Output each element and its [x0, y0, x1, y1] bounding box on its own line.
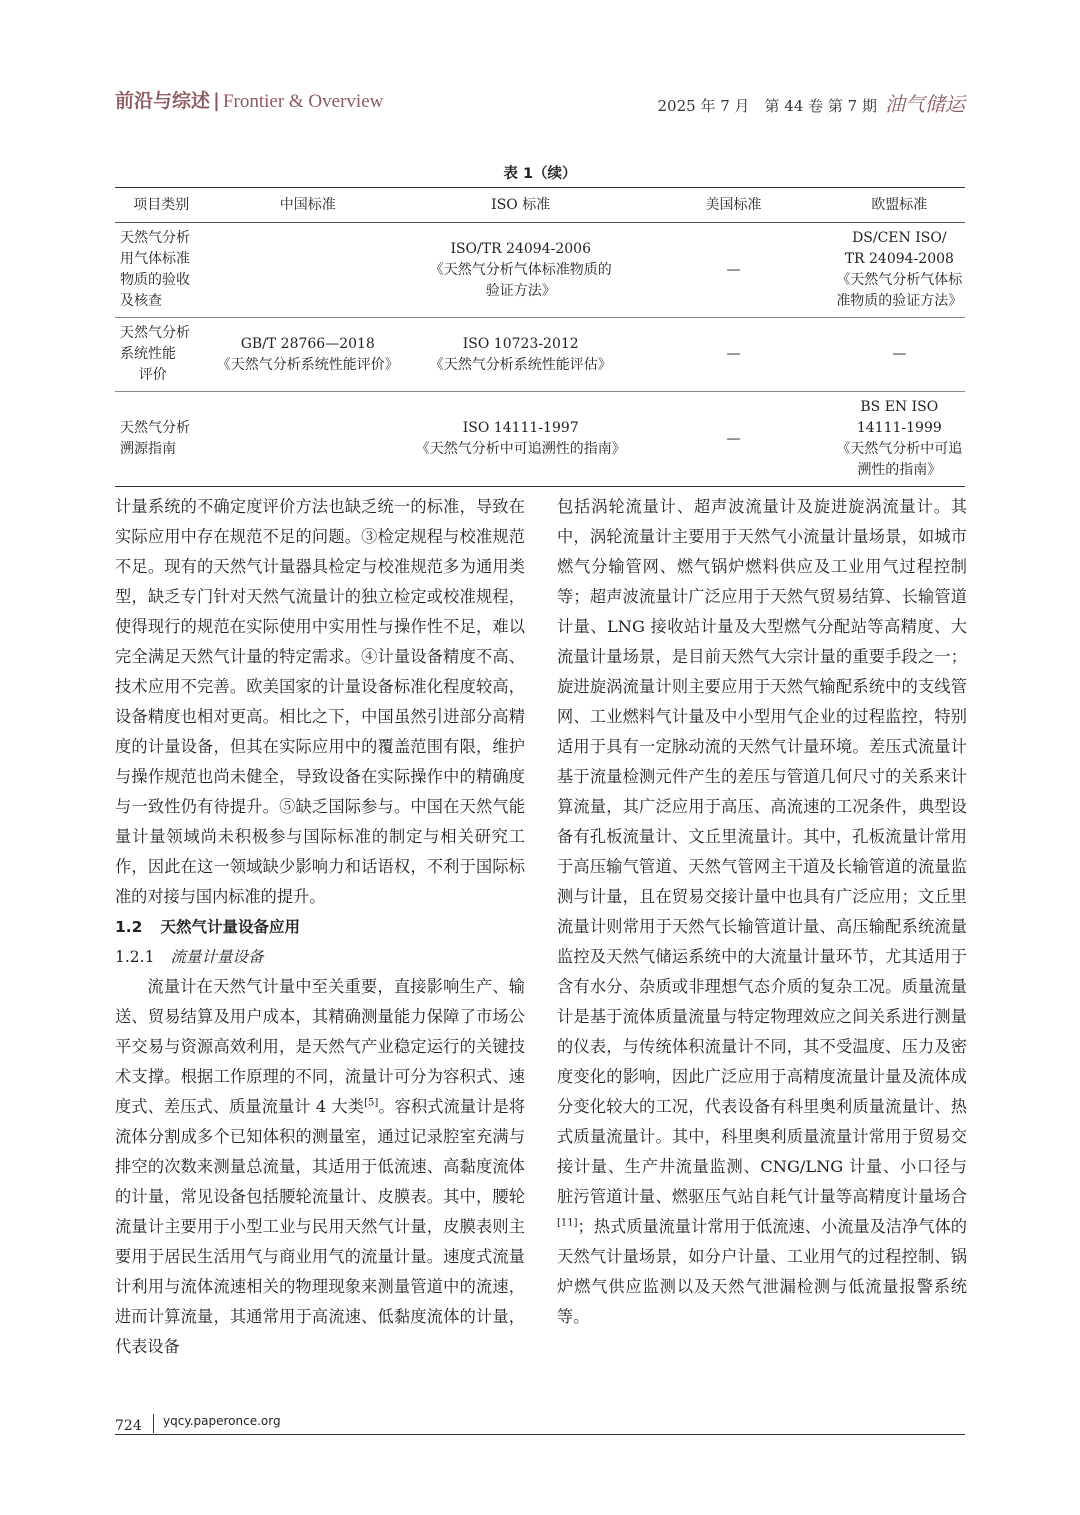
subsection-number: 1.2.1: [115, 948, 155, 966]
cell-line: 物质的验收: [120, 272, 190, 288]
cell-line: 系统性能: [120, 346, 176, 362]
cell-line: —: [726, 261, 741, 278]
header-issue: [658, 88, 966, 117]
cell-line: DS/CEN ISO/: [852, 230, 947, 246]
eu-cell: [834, 392, 965, 487]
standards-table: [115, 187, 965, 487]
page-number: 724: [115, 1418, 142, 1434]
header-us: 美国标准: [633, 188, 833, 223]
cell-line: 评价: [138, 367, 167, 383]
category-cell: [115, 318, 208, 392]
category-cell: [115, 392, 208, 487]
text-run: ；热式质量流量计常用于低流速、小流量及洁净气体的天然气计量场景，如分户计量、工业用气的过程控制、锅炉燃气供应监测以及天然气泄漏检测与低流量报警系统等。: [557, 1217, 967, 1326]
cell-line: 《天然气分析中可追溯性的指南》: [415, 441, 626, 457]
table-row: [115, 392, 965, 487]
china-cell: [208, 223, 409, 318]
page-footer: [115, 1414, 965, 1435]
subsection-heading: [115, 942, 525, 972]
us-cell: [633, 223, 833, 318]
body-paragraph: [557, 492, 967, 1332]
cell-line: —: [726, 430, 741, 447]
cell-line: 溯性的指南》: [857, 462, 942, 478]
journal-url: yqcy.paperonce.org: [163, 1414, 281, 1428]
subsection-title: 流量计量设备: [170, 948, 264, 966]
us-cell: [633, 392, 833, 487]
eu-cell: [834, 223, 965, 318]
header-category: 项目类别: [115, 188, 208, 223]
section-number: 1.2: [115, 918, 143, 936]
cell-line: BS EN ISO: [860, 399, 939, 415]
header-section: [115, 86, 383, 113]
text-run: 流量计在天然气计量中至关重要，直接影响生产、输送、贸易结算及用户成本，其精确测量能力保障了市场公平交易与资源高效利用，是天然气产业稳定运行的关键技术支撑。根据工作原理的不同，流量计可分为容积式、速度式、差压式、质量流量计 4 大类: [115, 977, 525, 1116]
footer-divider: [153, 1414, 154, 1433]
china-cell: [208, 392, 409, 487]
cell-line: 天然气分析: [120, 325, 190, 341]
cell-line: —: [726, 346, 741, 362]
cell-line: 准物质的验证方法》: [836, 293, 963, 309]
category-cell: [115, 223, 208, 318]
table-row: [115, 318, 965, 392]
journal-logo: 油气储运: [885, 92, 965, 116]
cell-line: ISO/TR 24094-2006: [450, 240, 591, 257]
header-iso: ISO 标准: [408, 188, 633, 223]
cell-line: 《天然气分析中可追: [836, 441, 963, 457]
cell-line: 天然气分析: [120, 230, 190, 246]
right-column: [557, 492, 967, 1332]
left-column: [115, 492, 525, 1362]
iso-cell: [408, 392, 633, 487]
header-eu: 欧盟标准: [834, 188, 965, 223]
page-header: [115, 86, 965, 116]
issue-info: 2025 年 7 月 第 44 卷 第 7 期: [657, 97, 877, 115]
cell-line: 14111-1999: [856, 420, 942, 436]
iso-cell: [408, 318, 633, 392]
section-title: 天然气计量设备应用: [160, 918, 300, 936]
body-paragraph: 计量系统的不确定度评价方法也缺乏统一的标准，导致在实际应用中存在规范不足的问题。③检定规程与校准规范不足。现有的天然气计量器具检定与校准规范多为通用类型，缺乏专门针对天然气流量计的独立检定或校准规程，使得现行的规范在实际使用中实用性与操作性不足，难以完全满足天然气计量的特定需求。④计量设备精度不高、技术应用不完善。欧美国家的计量设备标准化程度较高，设备精度也相对更高。相比之下，中国虽然引进部分高精度的计量设备，但其在实际应用中的覆盖范围有限，维护与操作规范也尚未健全，导致设备在实际操作中的精确度与一致性仍有待提升。⑤缺乏国际参与。中国在天然气能量计量领域尚未积极参与国际标准的制定与相关研究工作，因此在这一领域缺少影响力和话语权，不利于国际标准的对接与国内标准的提升。: [115, 497, 525, 906]
china-cell: [208, 318, 409, 392]
cell-line: 及核查: [120, 293, 162, 309]
section-heading: [115, 912, 525, 942]
header-china: 中国标准: [208, 188, 409, 223]
cell-line: ISO 10723-2012: [462, 335, 579, 352]
text-run: 。容积式流量计是将流体分割成多个已知体积的测量室，通过记录腔室充满与排空的次数来测量总流量，其适用于低流速、高黏度流体的计量，常见设备包括腰轮流量计、皮膜表。其中，腰轮流量计主要用于小型工业与民用天然气计量，皮膜表则主要用于居民生活用气与商业用气的流量计量。速度式流量计利用与流体流速相关的物理现象来测量管道中的流速，进而计算流量，其通常用于高流速、低黏度流体的计量，代表设备: [115, 1097, 526, 1356]
cell-line: 溯源指南: [120, 441, 176, 457]
body-paragraph: [115, 972, 525, 1362]
cell-line: 《天然气分析系统性能评估》: [429, 356, 612, 373]
eu-cell: [834, 318, 965, 392]
citation-ref: [11]: [557, 1217, 578, 1229]
cell-line: 验证方法》: [485, 282, 556, 299]
text-run: 包括涡轮流量计、超声波流量计及旋进旋涡流量计。其中，涡轮流量计主要用于天然气小流量计量场景，如城市燃气分输管网、燃气锅炉燃料供应及工业用气过程控制等；超声波流量计广泛应用于天然气贸易结算、长输管道计量、LNG 接收站计量及大型燃气分配站等高精度、大流量计量场景，是目前天然气大宗计量的重要手段之一；旋进旋涡流量计则主要应用于天然气输配系统中的支线管网、工业燃料气计量及中小型用气企业的过程监控，特别适用于具有一定脉动流的天然气计量环境。差压式流量计基于流量检测元件产生的差压与管道几何尺寸的关系来计算流量，其广泛应用于高压、高流速的工况条件，典型设备有孔板流量计、文丘里流量计。其中，孔板流量计常用于高压输气管道、天然气管网主干道及长输管道的流量监测与计量，且在贸易交接计量中也具有广泛应用；文丘里流量计则常用于天然气长输管道计量、高压输配系统流量监控及天然气储运系统中的大流量计量环节，尤其适用于含有水分、杂质或非理想气态介质的复杂工况。质量流量计是基于流体质量流量与特定物理效应之间关系进行测量的仪表，与传统体积流量计不同，其不受温度、压力及密度变化的影响，因此广泛应用于高精度流量计量及流体成分变化较大的工况，代表设备有科里奥利质量流量计、热式质量流量计。其中，科里奥利质量流量计常用于贸易交接计量、生产井流量监测、CNG/LNG 计量、小口径与脏污管道计量、燃驱压气站自耗气计量等高精度计量场合: [557, 497, 967, 1206]
table-row: [115, 223, 965, 318]
cell-line: GB/T 28766—2018: [240, 335, 375, 352]
us-cell: [633, 318, 833, 392]
cell-line: 《天然气分析气体标: [836, 272, 963, 288]
cell-line: 《天然气分析气体标准物质的: [429, 261, 612, 278]
cell-line: 天然气分析: [120, 420, 190, 436]
cell-line: —: [892, 346, 907, 362]
section-name-en: Frontier & Overview: [222, 91, 384, 112]
iso-cell: [408, 223, 633, 318]
header-separator: |: [213, 90, 220, 112]
table-caption: 表 1（续）: [503, 166, 577, 182]
cell-line: 用气体标准: [120, 251, 190, 267]
cell-line: TR 24094-2008: [844, 251, 954, 267]
cell-line: 《天然气分析系统性能评价》: [216, 356, 399, 373]
citation-ref: [5]: [364, 1097, 379, 1109]
table-header-row: [115, 188, 965, 223]
section-name-cn: 前沿与综述: [115, 90, 211, 112]
cell-line: ISO 14111-1997: [462, 420, 579, 436]
